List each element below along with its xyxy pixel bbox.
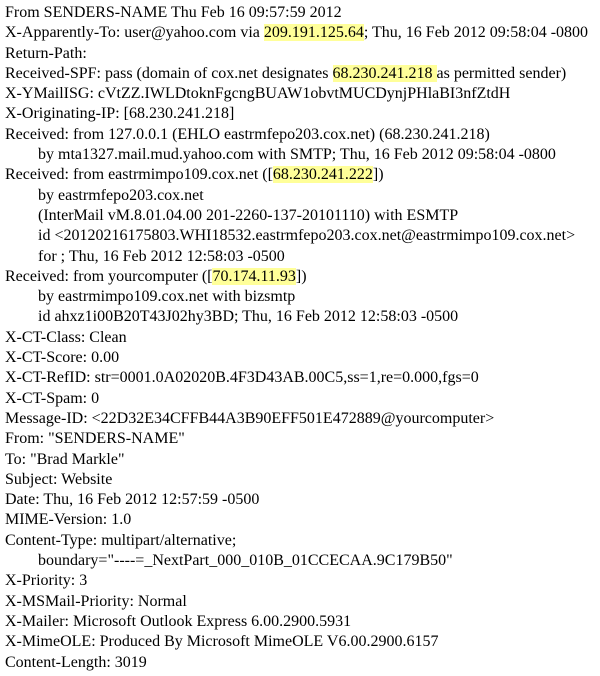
header-text: X-Mailer: Microsoft Outlook Express 6.00.2900.5931 [5,612,352,630]
header-line [5,531,595,551]
header-text: X-Originating-IP: [68.230.241.218] [5,105,235,123]
header-text: X-Apparently-To: user@yahoo.com via [5,24,264,42]
header-line [5,165,595,185]
highlighted-ip: 209.191.125.64 [263,24,364,42]
header-line [5,84,595,104]
header-text: Date: Thu, 16 Feb 2012 12:57:59 -0500 [5,491,260,509]
header-line [5,226,595,246]
header-line [5,23,595,43]
highlighted-ip: 68.230.241.218 [332,64,437,82]
header-text: X-MSMail-Priority: Normal [5,592,187,610]
header-text: by eastrmimpo109.cox.net with bizsmtp [38,288,296,306]
header-text: Received: from eastrmimpo109.cox.net ([ [5,166,273,184]
header-text: Content-Length: 3019 [5,653,147,671]
header-text: X-CT-Spam: 0 [5,389,100,407]
header-line [5,571,595,591]
header-line [5,632,595,652]
header-line [5,186,595,206]
header-line [5,125,595,145]
header-text: ]) [372,166,384,184]
header-line [5,612,595,632]
header-text: Content-Type: multipart/alternative; [5,531,237,549]
header-text: X-CT-Score: 0.00 [5,349,120,367]
header-text: Message-ID: <22D32E34CFFB44A3B90EFF501E472889@yourcomputer> [5,409,495,427]
header-line [5,104,595,124]
header-line [5,510,595,530]
highlighted-ip: 70.174.11.93 [212,267,296,285]
header-text: MIME-Version: 1.0 [5,511,132,529]
header-text: ]) [295,267,307,285]
header-line [5,267,595,287]
header-text: (InterMail vM.8.01.04.00 201-2260-137-20101110) with ESMTP [38,206,459,224]
header-text: X-CT-RefID: str=0001.0A02020B.4F3D43AB.00C5,ss=1,re=0.000,fgs=0 [5,369,479,387]
header-line [5,470,595,490]
header-text: Received: from yourcomputer ([ [5,267,213,285]
header-text: From: "SENDERS-NAME" [5,430,185,448]
header-text: for ; Thu, 16 Feb 2012 12:58:03 -0500 [38,247,285,265]
header-text: id ahxz1i00B20T43J02hy3BD; Thu, 16 Feb 2012 12:58:03 -0500 [38,308,459,326]
header-line [5,592,595,612]
header-line [5,368,595,388]
header-line [5,490,595,510]
header-line [5,64,595,84]
header-text: X-MimeOLE: Produced By Microsoft MimeOLE V6.00.2900.6157 [5,633,439,651]
header-text: To: "Brad Markle" [5,450,125,468]
header-line [5,328,595,348]
header-text: by mta1327.mail.mud.yahoo.com with SMTP; Thu, 16 Feb 2012 09:58:04 -0800 [38,146,556,164]
header-text: Received: from 127.0.0.1 (EHLO eastrmfepo203.cox.net) (68.230.241.218) [5,125,490,143]
header-line [5,389,595,409]
header-line [5,409,595,429]
header-text: by eastrmfepo203.cox.net [38,186,204,204]
header-line [5,247,595,267]
header-text: Received-SPF: pass (domain of cox.net designates [5,64,333,82]
header-line [5,307,595,327]
header-line [5,450,595,470]
header-text: Subject: Website [5,470,113,488]
highlighted-ip: 68.230.241.222 [272,166,373,184]
header-line [5,429,595,449]
header-line [5,348,595,368]
header-line [5,287,595,307]
header-text: X-CT-Class: Clean [5,328,127,346]
header-line [5,3,595,23]
header-line [5,44,595,64]
header-text: Return-Path: [5,44,87,62]
header-text: ; Thu, 16 Feb 2012 09:58:04 -0800 [363,24,589,42]
header-line [5,206,595,226]
header-text: X-Priority: 3 [5,572,88,590]
header-text: as permitted sender) [436,64,567,82]
header-line [5,551,595,571]
header-text: boundary="----=_NextPart_000_010B_01CCECAA.9C179B50" [38,552,453,570]
header-text: id <20120216175803.WHI18532.eastrmfepo203.cox.net@eastrmimpo109.cox.net> [38,227,576,245]
header-line [5,145,595,165]
header-text: X-YMailISG: cVtZZ.IWLDtoknFgcngBUAW1obvtMUCDynjPHlaBI3nfZtdH [5,85,511,103]
header-text: From SENDERS-NAME Thu Feb 16 09:57:59 2012 [5,4,342,21]
